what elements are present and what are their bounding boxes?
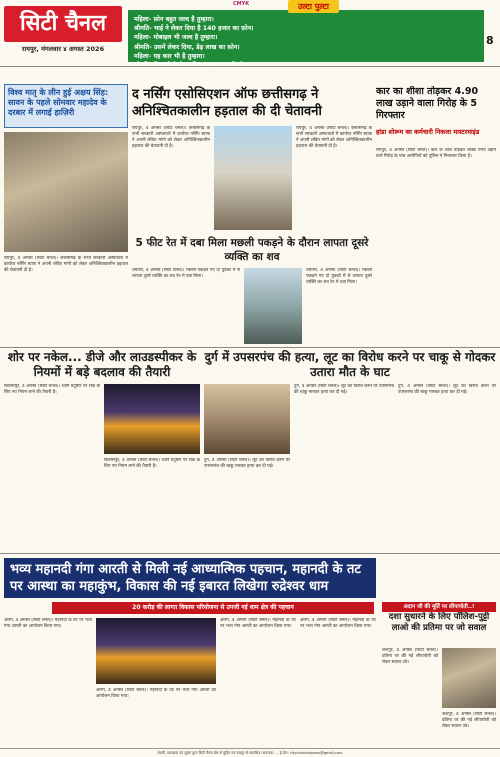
bhavya-photo — [96, 618, 216, 684]
cmyk-mark: CMYK — [233, 1, 250, 7]
ulta-pulta-lines — [134, 15, 254, 70]
durg-body: दुर्ग, 4 अगस्त (सिटी चैनल)। लूट का विरोध करने पर उपसरपंच की चाकू मारकर हत्या कर दी गई। — [204, 458, 290, 470]
durg-body-2: दुर्ग, 4 अगस्त (सिटी चैनल)। लूट का विरोध करने पर उपसरपंच की चाकू मारकर हत्या कर दी गई। — [294, 384, 394, 396]
sub-body: धमतरी, 4 अगस्त (सिटी चैनल)। मछली पकड़ने गए दो युवकों में से लापता दूसरे व्यक्ति का शव रेत में दबा मिला। — [132, 268, 240, 280]
main-headline: द नर्सिंग एसोसिएशन ऑफ छत्तीसगढ़ ने अनिश्चितकालीन हड़ताल की दी चेतावनी — [132, 87, 322, 119]
ulta-pulta-title: उल्टा पुल्टा — [288, 0, 339, 13]
main-body-2: रायपुर, 4 अगस्त (सिटी चैनल)। छत्तीसगढ़ के सभी सरकारी अस्पतालों में कार्यरत नर्सिंग स्टाफ ने अपनी लंबित मांगों को लेकर अनिश्चितकालीन हड़ताल की चेतावनी दी है। — [296, 126, 372, 150]
dateline: रायपुर, मंगलवार ४ अगस्त 2026 — [21, 45, 105, 53]
bhavya-body-3: आरंग, 4 अगस्त (सिटी चैनल)। महानदी के तट पर भव्य गंगा आरती का आयोजन किया गया। — [220, 618, 296, 630]
police-body: जशपुर, 4 अगस्त (सिटी चैनल)। प्रतिमा पर की गई लीपापोती को लेकर सवाल उठे। — [382, 648, 438, 666]
main-body: रायपुर, 4 अगस्त (सिटी चैनल)। छत्तीसगढ़ के सभी सरकारी अस्पतालों में कार्यरत नर्सिंग स्टाफ ने अपनी लंबित मांगों को लेकर अनिश्चितकालीन हड़ताल की चेतावनी दी है। — [132, 126, 210, 150]
bhavya-body-4: आरंग, 4 अगस्त (सिटी चैनल)। महानदी के तट पर भव्य गंगा आरती का आयोजन किया गया। — [300, 618, 376, 630]
police-headline: दशा सुधारने के लिए पॉलिश-पुट्टी लाओ की प्रतिमा पर जो सवाल — [388, 612, 490, 633]
bhavya-body: आरंग, 4 अगस्त (सिटी चैनल)। महानदी के तट पर भव्य गंगा आरती का आयोजन किया गया। — [4, 618, 92, 630]
shor-body-2: बिलासपुर, 4 अगस्त (सिटी चैनल)। ध्वनि प्रदूषण पर रोक के लिए नए नियम लाने की तैयारी है। — [104, 458, 200, 470]
bhavya-strip: 20 करोड़ की लागत विकास परियोजना से उपजी नई धाम क्षेत्र की पहचान — [52, 602, 374, 614]
main-photo — [214, 126, 292, 230]
divider — [0, 66, 500, 67]
lead-promo-headline: विश्व मातृ के लीन हुई अक्षय सिंह: सावन के पहले सोमवार महादेव के दरबार में लगाई हाज़िरी — [8, 88, 109, 117]
right-body: रायपुर, 4 अगस्त (सिटी चैनल)। कार के शीशे तोड़कर लाखों रुपये उड़ाने वाले गिरोह के पांच आरोपियों को पुलिस ने गिरफ्तार किया है। — [376, 148, 496, 160]
lead-body: रायपुर, 4 अगस्त (सिटी चैनल)। छत्तीसगढ़ के सभी सरकारी अस्पतालों में कार्यरत नर्सिंग स्टाफ ने अपनी लंबित मांगों को लेकर अनिश्चितकालीन हड़ताल की चेतावनी दी है। — [4, 256, 128, 274]
ulta-pulta-line: महिला- यह कार भी है तुम्हारा। — [134, 52, 205, 60]
bhavya-headline: भव्य महानदी गंगा आरती से मिली नई आध्यात्मिक पहचान, महानदी के तट पर आस्था का महाकुंभ, विकास की नई इबारत लिखेगा रुद्रेश्वर धाम — [4, 558, 376, 598]
durg-photo — [204, 384, 290, 454]
divider — [0, 553, 500, 554]
right-headline: कार का शीशा तोड़कर 4.90 लाख उड़ाने वाला गिरोह के 5 गिरफ्तार — [376, 86, 479, 121]
shor-photo — [104, 384, 200, 454]
sub-headline: 5 फीट रेत में दबा मिला मछली पकड़ने के दौरान लापता दूसरे व्यक्ति का शव — [135, 237, 369, 263]
divider — [0, 347, 500, 348]
ulta-pulta-line: श्रीमति- भाई ने लेकर दिया है 140 हजार का फ़ोन। — [134, 25, 254, 33]
police-strip: अदान जी की मूर्ति पर लीपापोती..! — [382, 602, 496, 612]
page-number: 8 — [486, 34, 494, 47]
ulta-pulta-line: महिला- फ़ोन बहुत जल्द है तुम्हारा। — [134, 16, 214, 23]
durg-headline: दुर्ग में उपसरपंच की हत्या, लूट का विरोध करने पर चाकू से गोदकर उतारा मौत के घाट — [204, 350, 496, 379]
right-subheadline: हांडा शोरूम का कर्मचारी निकला मास्टरमाइंड — [376, 128, 480, 136]
ulta-pulta-line: महिला- मोबाइल भी जल्द है तुम्हारा। — [134, 34, 218, 42]
lead-promo — [4, 84, 128, 128]
sub-photo — [244, 268, 302, 344]
bhavya-body-2: आरंग, 4 अगस्त (सिटी चैनल)। महानदी के तट पर भव्य गंगा आरती का आयोजन किया गया। — [96, 688, 216, 700]
ulta-pulta-line: श्रीमति- उसमें लेकर दिया, डेढ़ लाख का फ़ोन। — [134, 43, 240, 51]
police-body-2: जशपुर, 4 अगस्त (सिटी चैनल)। प्रतिमा पर की गई लीपापोती को लेकर सवाल उठे। — [442, 712, 496, 730]
sub-body-2: धमतरी, 4 अगस्त (सिटी चैनल)। मछली पकड़ने गए दो युवकों में से लापता दूसरे व्यक्ति का शव रेत में दबा मिला। — [306, 268, 372, 286]
shor-headline: शोर पर नकेल... डीजे और लाउडस्पीकर के नियमों में बड़े बदलाव की तैयारी — [7, 350, 197, 379]
durg-body-3: दुर्ग, 4 अगस्त (सिटी चैनल)। लूट का विरोध करने पर उपसरपंच की चाकू मारकर हत्या कर दी गई। — [398, 384, 496, 396]
police-photo — [442, 648, 496, 708]
shor-body: बिलासपुर, 4 अगस्त (सिटी चैनल)। ध्वनि प्रदूषण पर रोक के लिए नए नियम लाने की तैयारी है। — [4, 384, 100, 396]
newspaper-logo: सिटी चैनल — [4, 6, 122, 42]
lead-photo — [4, 132, 128, 252]
imprint-footer: स्वामी, प्रकाशक एवं मुद्रक द्वारा सिटी चैनल प्रेस से मुद्रित एवं रायपुर से प्रकाशित। संपादक: ... ई-मेल: citychannelpress@gmail.com — [0, 748, 500, 757]
